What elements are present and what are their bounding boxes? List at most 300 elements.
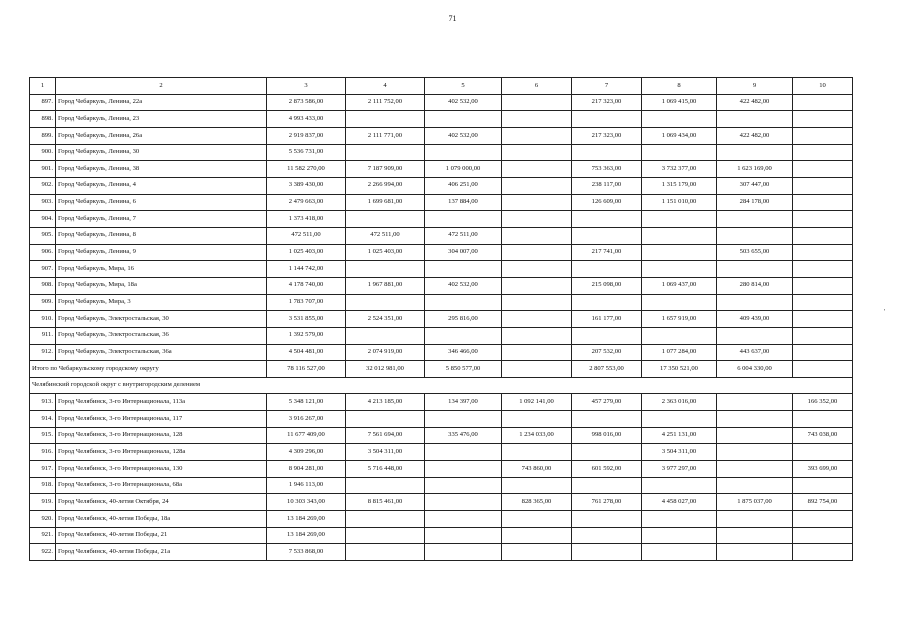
value-cell bbox=[502, 111, 572, 128]
value-cell bbox=[425, 511, 502, 528]
table-row bbox=[30, 127, 853, 144]
value-cell: 346 466,00 bbox=[425, 344, 502, 361]
value-cell bbox=[425, 144, 502, 161]
value-cell bbox=[572, 227, 642, 244]
value-cell bbox=[793, 294, 853, 311]
total-value-cell bbox=[793, 361, 853, 378]
value-cell: 5 348 121,00 bbox=[267, 394, 346, 411]
value-cell: 1 025 403,00 bbox=[267, 244, 346, 261]
value-cell: 1 657 919,00 bbox=[642, 311, 717, 328]
value-cell bbox=[502, 327, 572, 344]
value-cell: 472 511,00 bbox=[425, 227, 502, 244]
value-cell bbox=[717, 427, 793, 444]
value-cell: 4 993 433,00 bbox=[267, 111, 346, 128]
value-cell bbox=[793, 311, 853, 328]
value-cell bbox=[717, 111, 793, 128]
value-cell: 137 884,00 bbox=[425, 194, 502, 211]
value-cell bbox=[793, 277, 853, 294]
row-number: 908. bbox=[30, 277, 56, 294]
value-cell: 295 816,00 bbox=[425, 311, 502, 328]
value-cell bbox=[717, 211, 793, 228]
value-cell: 3 916 267,00 bbox=[267, 411, 346, 428]
value-cell: 4 458 027,00 bbox=[642, 494, 717, 511]
value-cell: 402 532,00 bbox=[425, 94, 502, 111]
total-value-cell: 32 012 981,00 bbox=[346, 361, 425, 378]
address-cell: Город Чебаркуль, Мира, 3 bbox=[56, 294, 267, 311]
value-cell: 207 532,00 bbox=[572, 344, 642, 361]
table-row bbox=[30, 144, 853, 161]
value-cell: 503 655,00 bbox=[717, 244, 793, 261]
value-cell: 472 511,00 bbox=[346, 227, 425, 244]
value-cell bbox=[425, 461, 502, 478]
value-cell: 422 482,00 bbox=[717, 127, 793, 144]
value-cell bbox=[425, 111, 502, 128]
value-cell bbox=[572, 111, 642, 128]
table-row bbox=[30, 211, 853, 228]
value-cell: 161 177,00 bbox=[572, 311, 642, 328]
table-row bbox=[30, 394, 853, 411]
value-cell bbox=[425, 327, 502, 344]
value-cell: 217 323,00 bbox=[572, 94, 642, 111]
value-cell bbox=[717, 261, 793, 278]
value-cell bbox=[502, 161, 572, 178]
value-cell bbox=[502, 344, 572, 361]
value-cell: 1 077 284,00 bbox=[642, 344, 717, 361]
address-cell: Город Челябинск, 3-го Интернационала, 113а bbox=[56, 394, 267, 411]
table-row bbox=[30, 477, 853, 494]
table-row bbox=[30, 444, 853, 461]
table-body bbox=[30, 78, 853, 561]
value-cell: 2 111 771,00 bbox=[346, 127, 425, 144]
table-row bbox=[30, 227, 853, 244]
table-row bbox=[30, 511, 853, 528]
value-cell: 280 814,00 bbox=[717, 277, 793, 294]
value-cell: 457 279,00 bbox=[572, 394, 642, 411]
column-header: 2 bbox=[56, 78, 267, 95]
value-cell: 2 111 752,00 bbox=[346, 94, 425, 111]
value-cell: 3 504 311,00 bbox=[642, 444, 717, 461]
row-number: 911. bbox=[30, 327, 56, 344]
value-cell: 307 447,00 bbox=[717, 177, 793, 194]
section-row bbox=[30, 377, 853, 394]
column-header: 8 bbox=[642, 78, 717, 95]
address-cell: Город Чебаркуль, Мира, 18а bbox=[56, 277, 267, 294]
row-number: 901. bbox=[30, 161, 56, 178]
value-cell: 1 623 169,00 bbox=[717, 161, 793, 178]
value-cell: 166 352,00 bbox=[793, 394, 853, 411]
value-cell bbox=[793, 94, 853, 111]
address-cell: Город Чебаркуль, Ленина, 4 bbox=[56, 177, 267, 194]
address-cell: Город Чебаркуль, Ленина, 26а bbox=[56, 127, 267, 144]
value-cell: 3 732 377,00 bbox=[642, 161, 717, 178]
value-cell bbox=[346, 294, 425, 311]
section-title: Челябинский городской округ с внутригородским делением bbox=[30, 377, 853, 394]
value-cell bbox=[502, 127, 572, 144]
table-row bbox=[30, 544, 853, 561]
value-cell: 1 092 141,00 bbox=[502, 394, 572, 411]
value-cell bbox=[793, 477, 853, 494]
address-cell: Город Челябинск, 3-го Интернационала, 117 bbox=[56, 411, 267, 428]
value-cell bbox=[793, 177, 853, 194]
value-cell: 1 025 403,00 bbox=[346, 244, 425, 261]
value-cell bbox=[717, 511, 793, 528]
value-cell: 1 392 579,00 bbox=[267, 327, 346, 344]
value-cell bbox=[346, 477, 425, 494]
row-number: 916. bbox=[30, 444, 56, 461]
value-cell: 1 234 033,00 bbox=[502, 427, 572, 444]
row-number: 907. bbox=[30, 261, 56, 278]
value-cell: 2 479 663,00 bbox=[267, 194, 346, 211]
value-cell bbox=[793, 194, 853, 211]
value-cell bbox=[502, 261, 572, 278]
address-cell: Город Челябинск, 3-го Интернационала, 130 bbox=[56, 461, 267, 478]
address-cell: Город Чебаркуль, Электростальская, 36а bbox=[56, 344, 267, 361]
value-cell bbox=[793, 144, 853, 161]
total-label: Итого по Чебаркульскому городскому округу bbox=[30, 361, 267, 378]
value-cell bbox=[425, 211, 502, 228]
value-cell: 1 069 437,00 bbox=[642, 277, 717, 294]
row-number: 909. bbox=[30, 294, 56, 311]
value-cell bbox=[502, 277, 572, 294]
value-cell: 402 532,00 bbox=[425, 277, 502, 294]
column-header: 5 bbox=[425, 78, 502, 95]
column-header: 1 bbox=[30, 78, 56, 95]
value-cell: 743 860,00 bbox=[502, 461, 572, 478]
value-cell: 761 278,00 bbox=[572, 494, 642, 511]
value-cell: 238 117,00 bbox=[572, 177, 642, 194]
value-cell bbox=[502, 144, 572, 161]
page-number: 71 bbox=[448, 14, 457, 23]
value-cell bbox=[502, 294, 572, 311]
value-cell: 3 977 297,00 bbox=[642, 461, 717, 478]
address-cell: Город Чебаркуль, Ленина, 7 bbox=[56, 211, 267, 228]
table-row bbox=[30, 277, 853, 294]
value-cell: 4 309 296,00 bbox=[267, 444, 346, 461]
value-cell bbox=[717, 544, 793, 561]
value-cell: 3 389 430,00 bbox=[267, 177, 346, 194]
row-number: 903. bbox=[30, 194, 56, 211]
value-cell: 11 582 270,00 bbox=[267, 161, 346, 178]
value-cell bbox=[572, 261, 642, 278]
value-cell: 601 592,00 bbox=[572, 461, 642, 478]
total-value-cell: 78 116 527,00 bbox=[267, 361, 346, 378]
total-value-cell: 5 850 577,00 bbox=[425, 361, 502, 378]
value-cell: 409 439,00 bbox=[717, 311, 793, 328]
value-cell bbox=[793, 161, 853, 178]
address-cell: Город Челябинск, 3-го Интернационала, 128а bbox=[56, 444, 267, 461]
row-number: 917. bbox=[30, 461, 56, 478]
value-cell bbox=[793, 127, 853, 144]
value-cell bbox=[425, 477, 502, 494]
value-cell: 217 323,00 bbox=[572, 127, 642, 144]
column-header: 6 bbox=[502, 78, 572, 95]
row-number: 897. bbox=[30, 94, 56, 111]
value-cell bbox=[572, 144, 642, 161]
value-cell bbox=[717, 327, 793, 344]
row-number: 910. bbox=[30, 311, 56, 328]
value-cell: 10 303 343,00 bbox=[267, 494, 346, 511]
value-cell: 8 815 461,00 bbox=[346, 494, 425, 511]
value-cell bbox=[717, 411, 793, 428]
value-cell bbox=[717, 294, 793, 311]
value-cell bbox=[793, 327, 853, 344]
value-cell bbox=[572, 544, 642, 561]
row-number: 921. bbox=[30, 527, 56, 544]
table-row bbox=[30, 527, 853, 544]
total-row bbox=[30, 361, 853, 378]
value-cell bbox=[425, 494, 502, 511]
total-value-cell: 17 350 521,00 bbox=[642, 361, 717, 378]
value-cell bbox=[642, 511, 717, 528]
value-cell: 5 536 731,00 bbox=[267, 144, 346, 161]
value-cell bbox=[717, 444, 793, 461]
address-cell: Город Челябинск, 3-го Интернационала, 128 bbox=[56, 427, 267, 444]
value-cell bbox=[793, 244, 853, 261]
value-cell: 1 967 881,00 bbox=[346, 277, 425, 294]
value-cell bbox=[642, 261, 717, 278]
address-cell: Город Чебаркуль, Ленина, 6 bbox=[56, 194, 267, 211]
value-cell bbox=[502, 444, 572, 461]
value-cell bbox=[502, 244, 572, 261]
value-cell bbox=[793, 211, 853, 228]
total-value-cell: 2 807 553,00 bbox=[572, 361, 642, 378]
address-cell: Город Челябинск, 3-го Интернационала, 68а bbox=[56, 477, 267, 494]
value-cell: 402 532,00 bbox=[425, 127, 502, 144]
value-cell bbox=[572, 327, 642, 344]
address-cell: Город Чебаркуль, Электростальская, 30 bbox=[56, 311, 267, 328]
value-cell bbox=[572, 411, 642, 428]
value-cell bbox=[717, 461, 793, 478]
table-row bbox=[30, 427, 853, 444]
value-cell bbox=[642, 244, 717, 261]
value-cell: 2 919 837,00 bbox=[267, 127, 346, 144]
value-cell bbox=[717, 477, 793, 494]
value-cell: 4 504 481,00 bbox=[267, 344, 346, 361]
row-number: 912. bbox=[30, 344, 56, 361]
value-cell: 304 007,00 bbox=[425, 244, 502, 261]
value-cell: 2 074 919,00 bbox=[346, 344, 425, 361]
column-header: 9 bbox=[717, 78, 793, 95]
total-value-cell: 6 004 330,00 bbox=[717, 361, 793, 378]
address-cell: Город Чебаркуль, Ленина, 8 bbox=[56, 227, 267, 244]
value-cell: 753 363,00 bbox=[572, 161, 642, 178]
value-cell: 1 699 681,00 bbox=[346, 194, 425, 211]
value-cell bbox=[572, 511, 642, 528]
value-cell: 998 016,00 bbox=[572, 427, 642, 444]
table-row bbox=[30, 111, 853, 128]
address-cell: Город Челябинск, 40-летия Победы, 21а bbox=[56, 544, 267, 561]
value-cell bbox=[425, 294, 502, 311]
margin-mark: ' bbox=[884, 308, 886, 316]
value-cell: 4 213 185,00 bbox=[346, 394, 425, 411]
value-cell: 743 038,00 bbox=[793, 427, 853, 444]
value-cell: 2 266 994,00 bbox=[346, 177, 425, 194]
value-cell bbox=[346, 327, 425, 344]
row-number: 919. bbox=[30, 494, 56, 511]
column-header: 4 bbox=[346, 78, 425, 95]
value-cell bbox=[642, 294, 717, 311]
value-cell bbox=[717, 144, 793, 161]
value-cell: 1 151 010,00 bbox=[642, 194, 717, 211]
value-cell bbox=[572, 444, 642, 461]
value-cell bbox=[502, 311, 572, 328]
value-cell bbox=[502, 211, 572, 228]
value-cell bbox=[642, 411, 717, 428]
row-number: 898. bbox=[30, 111, 56, 128]
table-row bbox=[30, 94, 853, 111]
value-cell bbox=[346, 261, 425, 278]
value-cell: 5 716 448,00 bbox=[346, 461, 425, 478]
column-header: 7 bbox=[572, 78, 642, 95]
row-number: 900. bbox=[30, 144, 56, 161]
row-number: 906. bbox=[30, 244, 56, 261]
value-cell bbox=[572, 527, 642, 544]
table-row bbox=[30, 177, 853, 194]
value-cell: 217 741,00 bbox=[572, 244, 642, 261]
address-cell: Город Чебаркуль, Ленина, 22а bbox=[56, 94, 267, 111]
address-cell: Город Челябинск, 40-летия Победы, 18а bbox=[56, 511, 267, 528]
table-row bbox=[30, 194, 853, 211]
value-cell: 13 184 269,00 bbox=[267, 511, 346, 528]
value-cell bbox=[793, 227, 853, 244]
value-cell: 7 561 694,00 bbox=[346, 427, 425, 444]
value-cell: 422 482,00 bbox=[717, 94, 793, 111]
value-cell: 1 875 037,00 bbox=[717, 494, 793, 511]
row-number: 918. bbox=[30, 477, 56, 494]
value-cell bbox=[502, 194, 572, 211]
value-cell bbox=[642, 144, 717, 161]
row-number: 920. bbox=[30, 511, 56, 528]
value-cell: 3 531 855,00 bbox=[267, 311, 346, 328]
value-cell bbox=[642, 527, 717, 544]
table-row bbox=[30, 294, 853, 311]
value-cell: 1 373 418,00 bbox=[267, 211, 346, 228]
value-cell: 7 187 909,00 bbox=[346, 161, 425, 178]
value-cell bbox=[502, 411, 572, 428]
value-cell bbox=[346, 544, 425, 561]
value-cell bbox=[572, 477, 642, 494]
table-row bbox=[30, 244, 853, 261]
value-cell bbox=[346, 511, 425, 528]
value-cell: 393 699,00 bbox=[793, 461, 853, 478]
value-cell bbox=[793, 261, 853, 278]
value-cell: 126 609,00 bbox=[572, 194, 642, 211]
value-cell: 215 098,00 bbox=[572, 277, 642, 294]
value-cell bbox=[502, 511, 572, 528]
value-cell bbox=[793, 527, 853, 544]
value-cell bbox=[717, 527, 793, 544]
value-cell bbox=[425, 261, 502, 278]
value-cell bbox=[346, 411, 425, 428]
table-row bbox=[30, 494, 853, 511]
value-cell bbox=[793, 111, 853, 128]
value-cell bbox=[502, 527, 572, 544]
value-cell bbox=[793, 411, 853, 428]
column-header: 10 bbox=[793, 78, 853, 95]
value-cell: 1 315 179,00 bbox=[642, 177, 717, 194]
value-cell bbox=[642, 211, 717, 228]
value-cell bbox=[642, 327, 717, 344]
value-cell: 2 524 351,00 bbox=[346, 311, 425, 328]
address-cell: Город Чебаркуль, Ленина, 9 bbox=[56, 244, 267, 261]
value-cell bbox=[425, 527, 502, 544]
value-cell bbox=[502, 227, 572, 244]
value-cell: 2 363 016,00 bbox=[642, 394, 717, 411]
row-number: 905. bbox=[30, 227, 56, 244]
row-number: 922. bbox=[30, 544, 56, 561]
value-cell bbox=[502, 544, 572, 561]
value-cell bbox=[793, 511, 853, 528]
value-cell bbox=[346, 211, 425, 228]
table-row bbox=[30, 311, 853, 328]
value-cell bbox=[793, 444, 853, 461]
row-number: 902. bbox=[30, 177, 56, 194]
row-number: 913. bbox=[30, 394, 56, 411]
value-cell bbox=[717, 227, 793, 244]
value-cell: 335 476,00 bbox=[425, 427, 502, 444]
value-cell: 443 637,00 bbox=[717, 344, 793, 361]
value-cell: 892 754,00 bbox=[793, 494, 853, 511]
value-cell: 472 511,00 bbox=[267, 227, 346, 244]
row-number: 899. bbox=[30, 127, 56, 144]
address-cell: Город Чебаркуль, Ленина, 38 bbox=[56, 161, 267, 178]
address-cell: Город Челябинск, 40-летия Октября, 24 bbox=[56, 494, 267, 511]
value-cell: 2 873 586,00 bbox=[267, 94, 346, 111]
address-cell: Город Челябинск, 40-летия Победы, 21 bbox=[56, 527, 267, 544]
value-cell: 828 365,00 bbox=[502, 494, 572, 511]
value-cell bbox=[572, 211, 642, 228]
value-cell bbox=[502, 94, 572, 111]
value-cell: 7 533 868,00 bbox=[267, 544, 346, 561]
address-cell: Город Чебаркуль, Мира, 16 bbox=[56, 261, 267, 278]
value-cell: 1 783 707,00 bbox=[267, 294, 346, 311]
value-cell bbox=[502, 177, 572, 194]
value-cell bbox=[346, 144, 425, 161]
value-cell: 4 178 740,00 bbox=[267, 277, 346, 294]
row-number: 915. bbox=[30, 427, 56, 444]
value-cell bbox=[346, 111, 425, 128]
value-cell bbox=[502, 477, 572, 494]
value-cell: 13 184 269,00 bbox=[267, 527, 346, 544]
value-cell bbox=[572, 294, 642, 311]
row-number: 914. bbox=[30, 411, 56, 428]
value-cell: 11 677 409,00 bbox=[267, 427, 346, 444]
value-cell: 1 144 742,00 bbox=[267, 261, 346, 278]
value-cell: 1 079 000,00 bbox=[425, 161, 502, 178]
table-row bbox=[30, 161, 853, 178]
row-number: 904. bbox=[30, 211, 56, 228]
value-cell bbox=[642, 477, 717, 494]
value-cell: 3 504 311,00 bbox=[346, 444, 425, 461]
address-cell: Город Чебаркуль, Электростальская, 36 bbox=[56, 327, 267, 344]
table-row bbox=[30, 411, 853, 428]
value-cell bbox=[642, 544, 717, 561]
value-cell bbox=[425, 411, 502, 428]
value-cell: 406 251,00 bbox=[425, 177, 502, 194]
value-cell: 1 069 415,00 bbox=[642, 94, 717, 111]
total-value-cell bbox=[502, 361, 572, 378]
value-cell bbox=[642, 227, 717, 244]
value-cell bbox=[425, 544, 502, 561]
value-cell: 1 069 434,00 bbox=[642, 127, 717, 144]
value-cell bbox=[425, 444, 502, 461]
value-cell: 8 904 281,00 bbox=[267, 461, 346, 478]
value-cell bbox=[346, 527, 425, 544]
value-cell bbox=[642, 111, 717, 128]
table-row bbox=[30, 261, 853, 278]
column-header: 3 bbox=[267, 78, 346, 95]
value-cell: 4 251 131,00 bbox=[642, 427, 717, 444]
